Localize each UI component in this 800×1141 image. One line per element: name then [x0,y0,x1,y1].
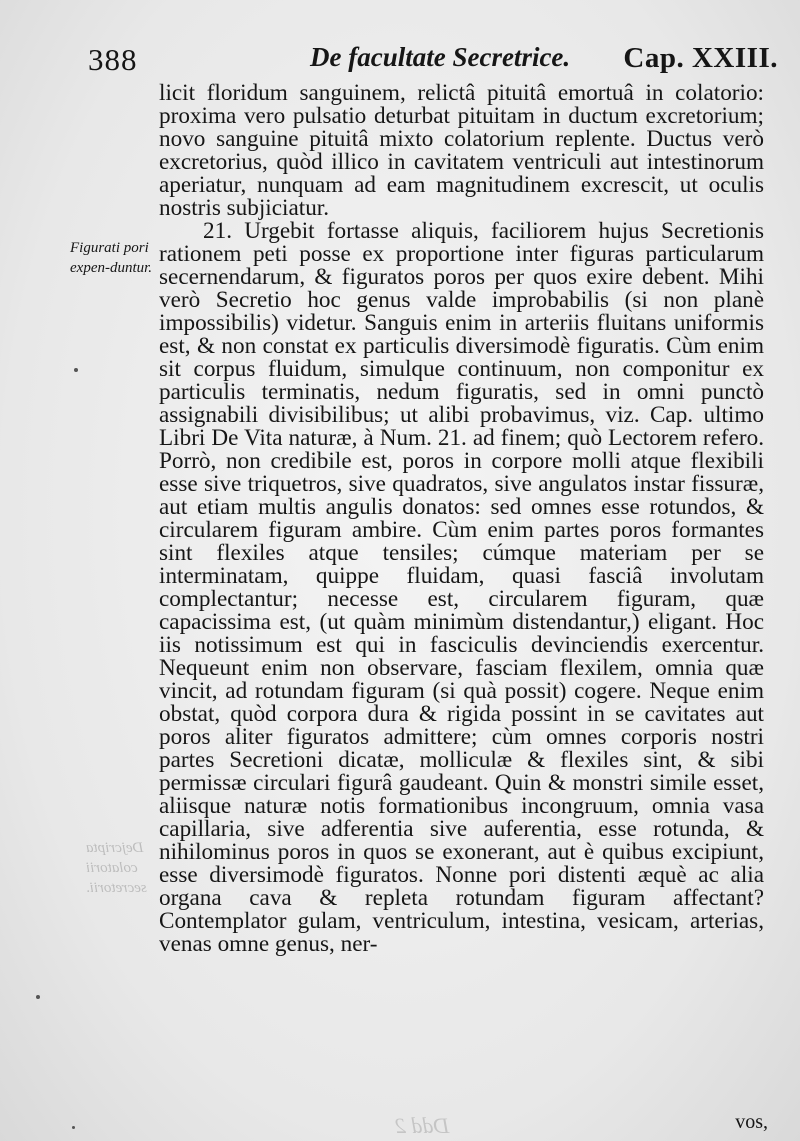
page-header [88,36,778,80]
paragraph-21: 21. Urgebit fortasse aliquis, faciliorem hujus Secretionis rationem peti posse ex proportione inter figuras particularum secernendarum, & figuratos poros per quos exire debent. Mihi verò Secretio hoc genus valde improbabilis (si non planè impossibilis) videtur. Sanguis enim in arteriis fluitans uniformis est, & non constat ex particulis diversimodè figuratis. Cùm enim sit corpus fluidum, simulque continuum, non componitur ex particulis terminatis, nedum figuratis, sed in omni punctò assignabili divisibilibus; ut alibi probavimus, viz. Cap. ultimo Libri De Vita naturæ, à Num. 21. ad finem; quò Lectorem refero. Porrò, non credibile est, poros in corpore molli atque flexibili esse sive triquetros, sive quadratos, sive angulatos instar fissuræ, aut etiam multis angulis donatos: sed omnes esse rotundos, & circularem figuram ambire. Cùm enim partes poros formantes sint flexiles atque tensiles; cúmque materiam per se interminatam, quippe fluidam, quasi fasciâ involutam complectantur; necesse est, circularem figuram, quæ capacissima est, (ut quàm minimùm distendantur,) eligant. Hoc iis notissimum est qui in fasciculis devinciendis exercentur. Nequeunt enim non observare, fasciam flexilem, omnia quæ vincit, ad rotundam figuram (si quà possit) cogere. Neque enim obstat, quòd corpora dura & rigida possint in se cavitates aut poros aliter figuratos admittere; cùm omnes corporis nostri partes Secretioni dicatæ, molliculæ & flexiles sint, & sibi permissæ circulari figurâ gaudeant. Quin & monstri simile esset, aliisque naturæ notis formationibus incongruum, omnia vasa capillaria, sive adferentia sive auferentia, esse rotunda, & nihilominus poros in quos se exonerant, aut è quibus excipiunt, esse diversimodè figuratos. Nonne pori distenti æquè ac alia organa cava & repleta rotundam figuram affectant? Contemplator gulam, ventriculum, intestina, vesicam, arterias, venas omne genus, ner- [159,218,764,957]
page-number: 388 [88,42,138,77]
marginal-note: Figurati pori expen-duntur. [70,240,153,276]
ink-speck [36,995,40,999]
catchword: vos, [735,1111,768,1133]
bleed-through-note: Dejcripta colatorii secretorii. [86,840,147,896]
chapter-heading: Cap. XXIII. [623,42,778,74]
bleed-through-signature: Ddd 2 [395,1113,450,1138]
paragraph-continued: licit floridum sanguinem, relictâ pituitâ emortuâ in colatorio: proxima vero pulsatio deturbat pituitam in ductum excretorium; novo sanguine pituitâ mixto colatorium replente. Ductus verò excretorius, quòd illico in cavitatem ventriculi aut intestinorum aperiatur, nunquam ad eam magnitudinem excrescit, ut oculis nostris subjiciatur. [159,80,764,221]
ink-speck [72,1126,75,1129]
ink-speck [74,368,78,372]
running-title: De facultate Secretrice. [310,42,571,72]
body-text [159,82,764,956]
